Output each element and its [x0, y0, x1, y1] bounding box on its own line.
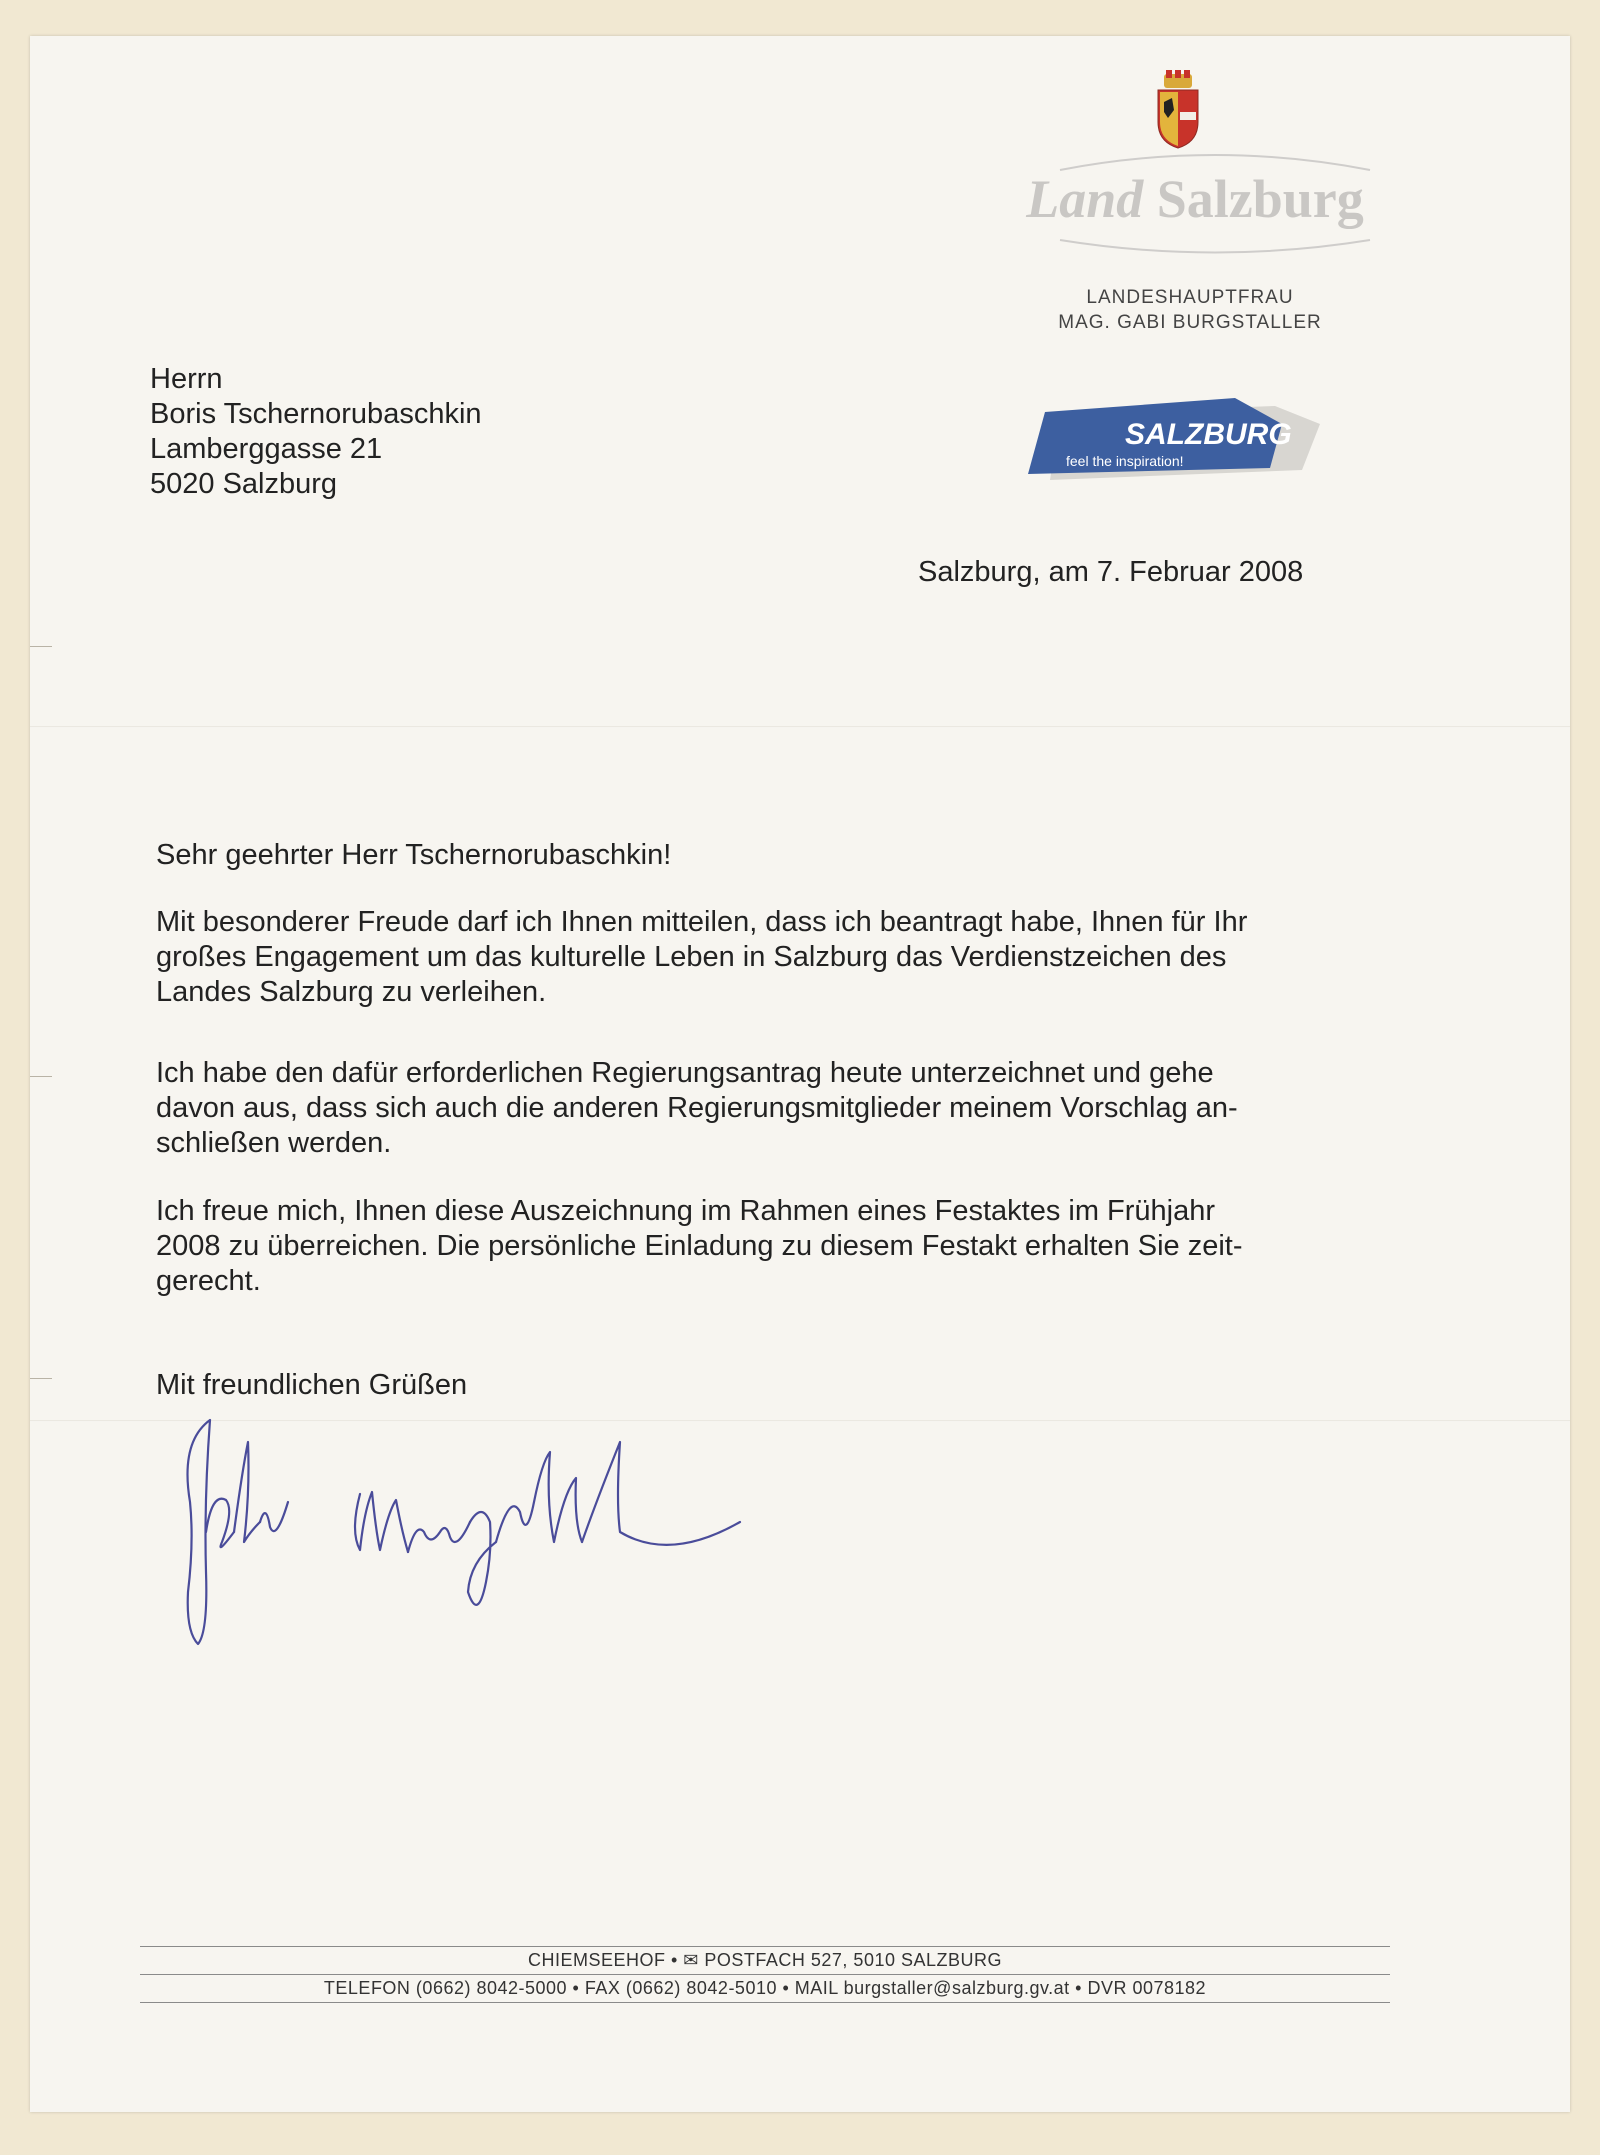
logo-word-salzburg: Salzburg	[1156, 169, 1364, 229]
text-line: 2008 zu überreichen. Die persönliche Einladung zu diesem Festakt erhalten Sie zeit-	[156, 1230, 1243, 1262]
logo-word-land: Land	[1026, 169, 1144, 229]
office-holder-name: MAG. GABI BURGSTALLER	[1058, 312, 1322, 333]
paragraph-3	[156, 1194, 1376, 1299]
land-salzburg-logo	[955, 168, 1435, 230]
text-line: Ich freue mich, Ihnen diese Auszeichnung im Rahmen eines Festaktes im Frühjahr	[156, 1195, 1216, 1227]
recipient-city: 5020 Salzburg	[150, 468, 338, 500]
badge-slogan: feel the inspiration!	[1066, 453, 1184, 469]
paragraph-2	[156, 1056, 1376, 1161]
office-title: LANDESHAUPTFRAU	[1086, 287, 1294, 308]
text-line: Landes Salzburg zu verleihen.	[156, 976, 547, 1008]
text-line: Ich habe den dafür erforderlichen Regierungsantrag heute unterzeichnet und gehe	[156, 1057, 1214, 1089]
text-line: Mit besonderer Freude darf ich Ihnen mitteilen, dass ich beantragt habe, Ihnen für Ihr	[156, 906, 1248, 938]
fold-line	[30, 726, 1570, 728]
handwritten-signature	[150, 1382, 770, 1662]
letter-salutation: Sehr geehrter Herr Tschernorubaschkin!	[156, 839, 672, 871]
salzburg-tourism-badge	[1020, 384, 1330, 484]
recipient-street: Lamberggasse 21	[150, 433, 383, 465]
letter-footer	[140, 1946, 1390, 2003]
punch-mark	[30, 1076, 52, 1077]
coat-of-arms-icon	[1152, 70, 1204, 150]
text-line: großes Engagement um das kulturelle Leben in Salzburg das Verdienstzeichen des	[156, 941, 1227, 973]
office-block	[990, 285, 1390, 335]
footer-address-line: CHIEMSEEHOF • ✉ POSTFACH 527, 5010 SALZBURG	[527, 1950, 1002, 1970]
letter-date: Salzburg, am 7. Februar 2008	[918, 556, 1304, 588]
text-line: davon aus, dass sich auch die anderen Regierungsmitglieder meinem Vorschlag an-	[156, 1092, 1238, 1124]
recipient-salutation: Herrn	[150, 363, 223, 395]
recipient-address	[150, 362, 482, 502]
badge-word: SALZBURG	[1125, 418, 1292, 451]
footer-rule	[140, 2002, 1390, 2003]
footer-contact-line: TELEFON (0662) 8042-5000 • FAX (0662) 8042-5010 • MAIL burgstaller@salzburg.gv.at • DVR 0078182	[323, 1978, 1207, 1998]
letter-closing: Mit freundlichen Grüßen	[156, 1369, 468, 1401]
recipient-name: Boris Tschernorubaschkin	[150, 398, 482, 430]
paragraph-1	[156, 905, 1376, 1010]
text-line: gerecht.	[156, 1265, 261, 1297]
text-line: schließen werden.	[156, 1127, 392, 1159]
punch-mark	[30, 646, 52, 647]
punch-mark	[30, 1378, 52, 1379]
